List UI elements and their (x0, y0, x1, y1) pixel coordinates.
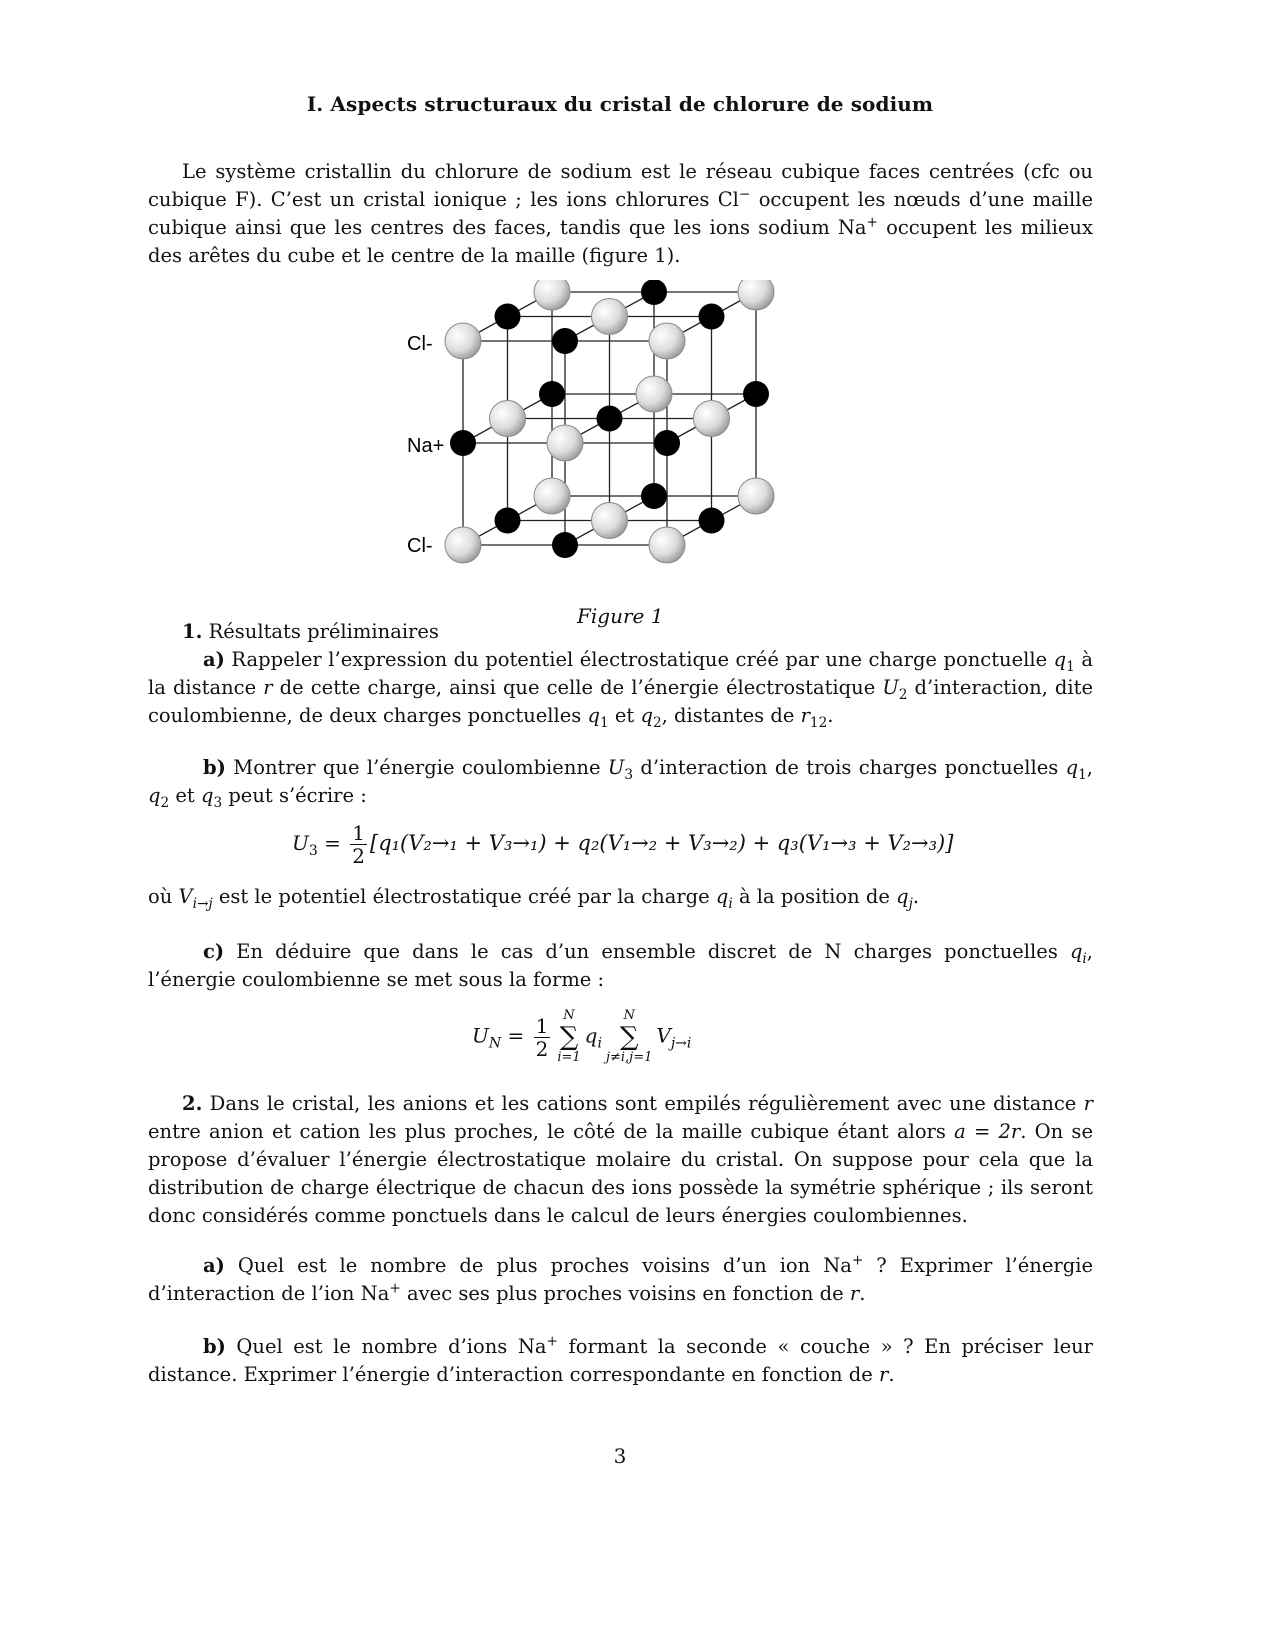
q1a-text: , distantes de (661, 704, 801, 727)
chloride-ion (694, 401, 730, 437)
math-r: r (800, 704, 810, 727)
page-number: 3 (613, 1444, 627, 1468)
q2-paragraph (148, 1090, 1093, 1230)
eq1-fraction (350, 822, 367, 867)
intro-text-3: occupent les milieux des arêtes du cube et le centre de la maille (figure 1). (148, 216, 1093, 267)
q1a-paragraph (148, 646, 1093, 730)
figure-caption: Figure 1 (577, 604, 664, 628)
q1a-text: à la distance (148, 648, 1093, 699)
q1a-label: a) (203, 648, 225, 671)
q1b-text: peut s’écrire : (222, 784, 367, 807)
nacl-crystal-figure (405, 280, 785, 580)
chloride-ion (592, 503, 628, 539)
math-U: U (882, 676, 899, 699)
sodium-ion (539, 381, 565, 407)
equation-u3 (292, 822, 953, 867)
q2b-label: b) (203, 1335, 226, 1358)
math-q: q (715, 885, 729, 908)
math-sub: i (728, 895, 733, 912)
math-q: q (1065, 756, 1079, 779)
q1-block (148, 618, 1093, 730)
math-sub: 3 (213, 794, 223, 811)
lattice-atoms (445, 280, 774, 563)
sigma-icon: ∑ (619, 1022, 639, 1052)
sodium-ion (597, 406, 623, 432)
sum2-bot: j≠i,j=1 (605, 1050, 653, 1065)
math-q: q (1053, 648, 1067, 671)
q1-heading (148, 618, 1093, 646)
eq2-V: V (656, 1023, 671, 1048)
eq1-den: 2 (352, 844, 365, 868)
math-r: r (849, 1282, 860, 1305)
q1b-after-text: où (148, 885, 179, 908)
eq1-equals: = (317, 831, 348, 855)
q2-text: Dans le cristal, les anions et les cations sont empilés régulièrement avec une distance (202, 1092, 1084, 1115)
sodium-ion (654, 430, 680, 456)
q1c-text: En déduire que dans le cas d’un ensemble discret de N charges ponctuelles (224, 940, 1070, 963)
q1a-text: et (608, 704, 641, 727)
math-sup: + (389, 1280, 401, 1297)
sodium-ion (699, 508, 725, 534)
sodium-ion (495, 508, 521, 534)
math-sub: i→j (192, 895, 213, 912)
math-r: r (263, 676, 273, 699)
math-sub: 2 (160, 794, 170, 811)
math-U: U (607, 756, 625, 779)
q1a-text: . (827, 704, 834, 727)
q2b-paragraph (148, 1333, 1093, 1389)
math-sup: + (851, 1252, 864, 1269)
sodium-ion (699, 304, 725, 330)
math-q: q (1069, 940, 1083, 963)
label-cl-top: Cl- (407, 333, 433, 355)
chloride-ion (738, 280, 774, 310)
eq2-V-sub: j→i (670, 1035, 692, 1052)
chloride-ion (490, 401, 526, 437)
math-q: q (200, 784, 214, 807)
q1b-after-text: à la position de (732, 885, 897, 908)
math-sub: 3 (624, 766, 633, 783)
intro-sup-1: − (738, 186, 751, 203)
q2a-text: avec ses plus proches voisins en fonction de (400, 1282, 850, 1305)
math-sub: 2 (898, 686, 908, 703)
intro-text-1: Le système cristallin du chlorure de sodium est le réseau cubique faces centrées (cfc ou cubique F). C’est un cristal ionique ; les ions chlorures Cl (148, 160, 1093, 211)
math-sub: 1 (600, 714, 609, 731)
eq2-num: 1 (535, 1013, 549, 1038)
q2a-text: Quel est le nombre de plus proches voisins d’un ion Na (224, 1254, 852, 1277)
q1a-text: Rappeler l’expression du potentiel électrostatique créé par une charge ponctuelle (224, 648, 1054, 671)
eq2-q: q (584, 1023, 598, 1048)
label-cl-bottom: Cl- (407, 535, 433, 557)
label-na: Na+ (407, 435, 445, 457)
math-sub: i (1082, 950, 1087, 967)
eq1-body: [q₁(V₂→₁ + V₃→₁) + q₂(V₁→₂ + V₃→₂) + q₃(V₁→₃ + V₂→₃)] (370, 831, 954, 855)
q1b-after (148, 883, 1093, 911)
intro-sup-2: + (866, 214, 878, 231)
q1b-text: Montrer que l’énergie coulombienne (225, 756, 608, 779)
math-a-eq: a = 2r (954, 1120, 1021, 1143)
q1c-text: , l’énergie coulombienne se met sous la forme : (148, 940, 1093, 991)
q2-text: entre anion et cation les plus proches, le côté de la maille cubique étant alors (148, 1120, 955, 1143)
eq2-q-sub: i (597, 1035, 602, 1052)
q1b-paragraph (148, 754, 1093, 810)
q1b-after-text: . (912, 885, 920, 908)
intro-text-2: occupent les nœuds d’une maille cubique ainsi que les centres des faces, tandis que les ions sodium Na (148, 188, 1093, 239)
chloride-ion (445, 323, 481, 359)
section-title: I. Aspects structuraux du cristal de chlorure de sodium (306, 92, 934, 116)
math-sub: 1 (1078, 766, 1087, 783)
q1a-text: de cette charge, ainsi que celle de l’énergie électrostatique (272, 676, 883, 699)
math-q: q (587, 704, 600, 727)
q1-number: 1. (182, 620, 203, 643)
eq1-num: 1 (352, 821, 365, 845)
sigma-icon: ∑ (559, 1022, 579, 1052)
q2a-text: ? Exprimer l’énergie d’interaction de l’ion Na (148, 1254, 1093, 1305)
math-r: r (1083, 1092, 1093, 1115)
math-q: q (148, 784, 161, 807)
math-V: V (178, 885, 193, 908)
sodium-ion (641, 280, 667, 305)
q2b-text: . (888, 1363, 895, 1386)
equation-un (472, 1008, 691, 1066)
chloride-ion (534, 478, 570, 514)
sodium-ion (495, 304, 521, 330)
sodium-ion (552, 328, 578, 354)
eq2-fraction (534, 1015, 551, 1060)
chloride-ion (534, 280, 570, 310)
math-sub: j (908, 895, 913, 912)
eq1-lhs: U (292, 831, 309, 855)
q2b-text: Quel est le nombre d’ions Na (225, 1335, 547, 1358)
q1b-after-text: est le potentiel électrostatique créé par la charge (212, 885, 716, 908)
chloride-ion (636, 376, 672, 412)
sum1-top: N (563, 1008, 575, 1023)
math-sup: + (546, 1333, 558, 1350)
q2b-text: formant la seconde « couche » ? En préciser leur distance. Exprimer l’énergie d’interaction correspondante en fonction de (148, 1335, 1093, 1386)
q1b-text: et (169, 784, 201, 807)
sodium-ion (641, 483, 667, 509)
eq2-den: 2 (535, 1036, 549, 1061)
eq2-sum-2 (606, 1008, 652, 1066)
q1a-text: d’interaction, dite coulombienne, de deux charges ponctuelles (148, 676, 1093, 727)
math-sub: 2 (652, 714, 662, 731)
eq2-lhs-sub: N (488, 1035, 502, 1052)
sodium-ion (552, 532, 578, 558)
q2a-label: a) (203, 1254, 225, 1277)
q1b-text: , (1086, 756, 1093, 779)
math-sub: 1 (1066, 658, 1075, 675)
q2-number: 2. (182, 1092, 203, 1115)
q1c-paragraph (148, 938, 1093, 994)
q1-heading-text: Résultats préliminaires (208, 620, 439, 643)
q2a-paragraph (148, 1252, 1093, 1308)
q2-text: . On se propose d’évaluer l’énergie électrostatique molaire du cristal. On suppose pour cela que la distribution de charge électrique de chacun des ions possède la symétrie sphérique ; ils seront donc considérés comme ponctuels dans le calcul de leurs énergies coulombiennes. (148, 1120, 1093, 1227)
chloride-ion (649, 323, 685, 359)
chloride-ion (649, 527, 685, 563)
chloride-ion (738, 478, 774, 514)
eq1-lhs-sub: 3 (308, 843, 318, 859)
chloride-ion (547, 425, 583, 461)
math-q: q (640, 704, 653, 727)
intro-paragraph (148, 158, 1093, 270)
q1b-label: b) (203, 756, 226, 779)
math-r: r (878, 1363, 889, 1386)
eq2-lhs: U (472, 1023, 489, 1048)
q2a-text: . (859, 1282, 866, 1305)
q1c-label: c) (203, 940, 225, 963)
eq2-sum-1 (557, 1008, 580, 1066)
math-sub: 12 (809, 714, 828, 731)
sum1-bot: i=1 (557, 1050, 581, 1065)
q1b-text: d’interaction de trois charges ponctuelles (633, 756, 1066, 779)
eq2-equals: = (501, 1023, 531, 1048)
sodium-ion (743, 381, 769, 407)
sum2-top: N (623, 1008, 635, 1023)
chloride-ion (445, 527, 481, 563)
math-q: q (896, 885, 909, 908)
sodium-ion (450, 430, 476, 456)
chloride-ion (592, 299, 628, 335)
